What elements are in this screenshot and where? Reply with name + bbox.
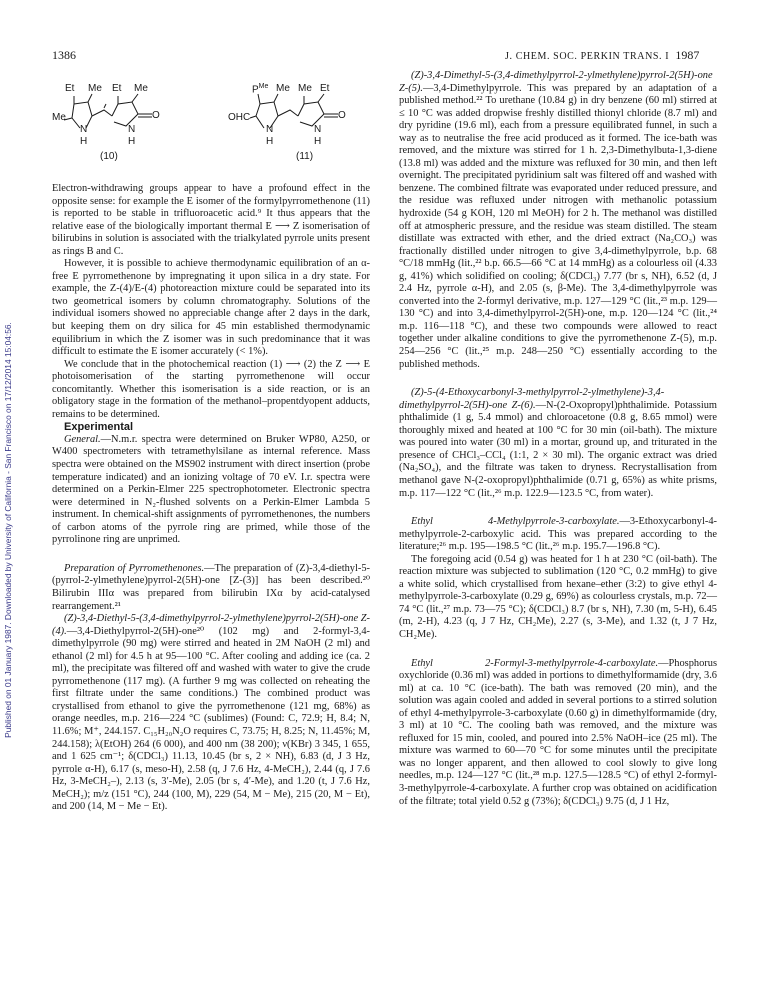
structure-10-bonds [52,74,202,164]
s11-p [252,83,268,95]
s10-me-left: Me [52,112,66,123]
s11-p-letter: P [252,84,259,96]
paragraph-conclusion: We conclude that in the photochemical reaction (1) ⟶ (2) the Z ⟶ E photoisomerisation of the starting pyrromethenone will occur concomitantly. Whether this isomerisation is a side reaction, or is an obligatory stage in the formation of the methanol–propentdyopent adducts, remains to be determined. [52,358,370,420]
formyl-label: Ethyl 2-Formyl-3-methylpyrrole-4-carboxylate. [411,657,659,669]
s11-n-1: N [266,124,274,135]
z6-label: (Z)-5-(4-Ethoxycarbonyl-3-methylpyrrol-2-ylmethylene)-3,4-dimethylpyrrol-2(5H)-one Z-(6). [399,387,665,411]
paragraph-ethyl-methylpyrrole [399,516,717,554]
s10-h-2: H [128,136,136,147]
z4-label: (Z)-3,4-Diethyl-5-(3,4-dimethylpyrrol-2-ylmethylene)pyrrol-2(5H)-one Z-(4). [52,613,370,637]
structure-11 [228,74,378,164]
general-label: General. [64,433,101,445]
formyl-text: —Phosphorus oxychloride (0.36 ml) was added in portions to dimethylformamide (dry, 3.6 ml) at ca. 10 °C (ice-bath). The bath was removed (20 min), and the solution was again cooled and added in several portions to a stirred solution of ethyl 4-methylpyrrole-3-carboxylate (0.60 g) in dimethylformamide (dry, 3 ml) at 10 °C. The cooling bath was removed, and the mixture was refluxed for 15 min, cooled, and poured into 2.5% NaOH–ice (25 ml). The mixture was warmed to 60—70 °C for some minutes until the precipitate was no longer apparent, and then allowed to cool slowly to give long needles, m.p. 124—127 °C (lit.,²⁸ m.p. 127.5—128.5 °C) of ethyl 2-formyl-3-methylpyrrole-4-carboxylate. A further crop was obtained on acidification of the filtrate; total yield 0.52 g (73%); δ(CDCl₃) 9.75 (d, J 1 Hz, [399,657,717,807]
paragraph-compound-z6 [399,387,717,500]
journal-year: 1987 [675,48,700,62]
running-head [505,48,699,63]
acid-label: Ethyl 4-Methylpyrrole-3-carboxylate. [411,516,620,528]
paragraph-general [52,434,370,547]
s11-et: Et [320,83,330,94]
s10-me-1: Me [88,83,102,94]
s11-ohc: OHC [228,112,251,123]
paragraph-ewg-effect: Electron-withdrawing groups appear to have a profound effect in the opposite sense: for example the E isomer of the formylpyrromethenone (11) is reported to be stable in trifluoroacetic acid.⁹ It thus appears that the relative ease of the biologically important thermal E ⟶ Z isomerisation of bilirubins in solution is associated with the trialkylated pyrrole units present as rings B and C. [52,183,370,257]
s10-o: O [152,110,160,121]
z5-text: —3,4-Dimethylpyrrole. This was prepared by an adaptation of a published method.²² To urethane (10.84 g) in dry benzene (60 ml) stirred at ≤ 10 °C was added dropwise freshly distilled thionyl chloride (8.7 ml) and dry pyridine (19.6 ml), each from a pressure equilibrated funnel, in such a way as to neutralise the free acid produced as it formed. The ice-bath was removed, and the mixture was stirred for 1 h. 2,3-Dimethylbuta-1,3-diene (13.8 ml) was added and the mixture was refluxed for 30 min, and then left overnight. The precipitated pyridinium salt was filtered off and washed with benzene. The combined filtrate was evaporated under reduced pressure, and the residue was refluxed under nitrogen with methanolic potassium hydroxide (54 g KOH, 120 ml MeOH) for 2 h. The methanol was distilled off at atmospheric pressure, and the residue was steam distilled. The steam distillate was extracted with ether, and the dried extract (Na₂CO₃) was fractionally distilled under nitrogen to give 3,4-dimethylpyrrole, b.p. 68 °C/18 mmHg (lit.,²² b.p. 66.5—66 °C at 14 mmHg) as a colourless oil (4.33 g, 41%) which solidified on cooling; δ(CDCl₃) 7.77 (br s, NH), 6.52 (d, J 2.4 Hz, pyrrole α-H), and 2.05 (s, β-Me). The 3,4-dimethylpyrrole was converted into the 2-formyl derivative, m.p. 127—129 °C (lit.,²³ m.p. 129—130 °C) and into 3,4-dimethylpyrrol-2(5H)-one, m.p. 120—124 °C (lit.,²⁴ m.p. 116—118 °C), and these two compounds were allowed to react together under alkaline conditions to give the pyrromethenone Z-(5), m.p. 254—256 °C (lit.,²⁵ m.p. 248—250 °C) essentially according to the published methods. [399,82,717,370]
s11-me-1: Me [276,83,290,94]
s10-h-1: H [80,136,88,147]
s11-n-2: N [314,124,322,135]
s11-o: O [338,110,346,121]
structure-11-label: (11) [296,151,314,162]
side-download-note [2,90,14,970]
journal-name: J. CHEM. SOC. PERKIN TRANS. I [505,51,670,62]
s10-et-2: Et [112,83,122,94]
paragraph-compound-z4 [52,613,370,814]
experimental-heading: Experimental [64,421,134,434]
left-column [52,183,370,814]
general-text: —N.m.r. spectra were determined on Bruker WP80, A250, or W400 spectrometers with tetramethylsilane as internal reference. Mass spectra were obtained on the MS902 instrument with direct insertion (probe temperature indicated) and an ionizing voltage of 70 eV. I.r. spectra were determined on a Perkin-Elmer 225 spectrophotometer. Electronic spectra were determined in N₂-flushed solvents on a Perkin-Elmer Lambda 5 instrument. In chemical-shift assignments of pyrromethenones, the numbers of carbon atoms of the pyrrole ring are primed, while those of the pyrrolinone ring are unprimed. [52,433,370,546]
z4-text: —3,4-Diethylpyrrol-2(5H)-one²⁰ (102 mg) and 2-formyl-3,4-dimethylpyrrole (90 mg) were stirred and heated in 2M NaOH (2 ml) and ethanol (2 ml) for 4.5 h at 95—100 °C. After cooling and adding ice (ca. 2 ml), the precipitate was filtered off and washed with water to give the crude pyrromethenone (117 mg). (A further 9 mg was collected on reheating the first filtrate under the same conditions.) The combined product was crystallised from ethanol to give the pyrromethenone (121 mg, 68%) as orange needles, m.p. 216—224 °C (sublimes) (Found: C, 72.9; H, 8.4; N, 11.6%; M⁺, 244.157. C₁₅H₂₀N₂O requires C, 73.75; H, 8.25; N, 11.45%; M, 244.158); λ(EtOH) 264 (6 000), and 400 nm (38 200); ν(KBr) 3 345, 1 655, and 1 625 cm⁻¹; δ(CDCl₃) 11.13, 10.45 (br s, 2 × NH), 6.83 (d, J 3 Hz, pyrrole α-H), 6.17 (s, meso-H), 2.58 (q, J 7.6 Hz, 4-MeCH₂), 2.44 (q, J 7.6 Hz, 3-MeCH₂–), 2.13 (s, 3′-Me), 2.05 (br s, 4′-Me), and 1.20 (t, J 7.6 Hz, MeCH₂); m/z (151 °C), 244 (100, M), 229 (54, M − Me), 215 (20, M − Et), and 200 (14, M − Me − Et). [52,625,370,813]
preparation-label: Preparation of Pyrromethenones. [64,562,205,574]
z5-label: (Z)-3,4-Dimethyl-5-(3,4-dimethylpyrrol-2-ylmethylene)pyrrol-2(5H)-one Z-(5). [399,70,713,94]
paragraph-preparation [52,563,370,613]
right-column [399,70,717,808]
s11-p-superscript: Me [258,83,269,90]
s10-me-2: Me [134,83,148,94]
s10-et-1: Et [65,83,75,94]
s11-h-2: H [314,136,322,147]
s10-n-1: N [80,124,88,135]
paragraph-compound-z5 [399,70,717,371]
acid-text: —3-Ethoxycarbonyl-4-methylpyrrole-2-carboxylic acid. This was prepared according to the literature;²⁶ m.p. 195—198.5 °C (lit.,²⁶ m.p. 195.7—196.8 °C). [399,516,717,553]
z6-text: —N-(2-Oxopropyl)phthalimide. Potassium phthalimide (1 g, 5.4 mmol) and chloroacetone (0.8 g, 8.65 mmol) were thoroughly mixed and heated at 100 °C for 30 min (oil-bath). The mixture was poured into water (30 ml) in a mortar, ground up, and triturated in the presence of CHCl₃–CCl₄ (1:1, 2 × 30 ml). The organic extract was dried (Na₂SO₄), and the filtrate was taken to dryness. Recrystallisation from methanol gave N-(2-oxopropyl)phthalimide (0.71 g, 65%) as white prisms, m.p. 117—122 °C (lit.,²⁶ m.p. 122.9—123.5 °C, from water). [399,399,717,499]
s11-me-2: Me [298,83,312,94]
preparation-text: —The preparation of (Z)-3,4-diethyl-5-(pyrrol-2-ylmethylene)pyrrol-2(5H)-one [Z-(3)] has been described.²⁰ Bilirubin IIIα was prepared from bilirubin IXα by acid-catalysed rearrangement.²¹ [52,562,370,612]
s11-h-1: H [266,136,274,147]
s10-n-2: N [128,124,136,135]
paragraph-thermodynamic-equilibration: However, it is possible to achieve thermodynamic equilibration of an α-free E pyrromethenone by impregnating it upon silica in a dry state. For example, the Z-(4)/E-(4) photoreaction mixture could be separated into its two geometrical isomers by column chromatography. Solutions of the individual isomers showed no appreciable change after 2 days in the dark, but keeping them on dry silica for 45 min established thermodynamic equilibrium in which the Z isomer was in such predominance that it was difficult to estimate the E isomer accurately (< 1%). [52,258,370,358]
paragraph-decarboxylation: The foregoing acid (0.54 g) was heated for 1 h at 230 °C (oil-bath). The reaction mixture was subjected to sublimation (120 °C, 0.2 mmHg) to give a white solid, which crystallised from hexane–ether (3:2) to give ethyl 4-methylpyrrole-3-carboxylate (0.29 g, 69%) as colourless crystals, m.p. 72—74 °C (lit.,²⁷ m.p. 73—75 °C); δ(CDCl₃) 8.7 (br s, NH), 7.30 (m, 5-H), 6.45 (m, 2-H), 4.23 (q, J 7 Hz, CH₂Me), 2.27 (s, 3-Me), and 1.32 (t, J 7 Hz, CH₂Me). [399,553,717,640]
download-note-text: Published on 01 January 1987. Downloaded by University of California - San Francisco on 17/12/2014 15:04:56. [3,322,13,738]
paragraph-formyl-derivative [399,658,717,809]
structure-10-label: (10) [100,151,118,162]
structure-10 [52,74,202,164]
page-number: 1386 [52,48,76,62]
